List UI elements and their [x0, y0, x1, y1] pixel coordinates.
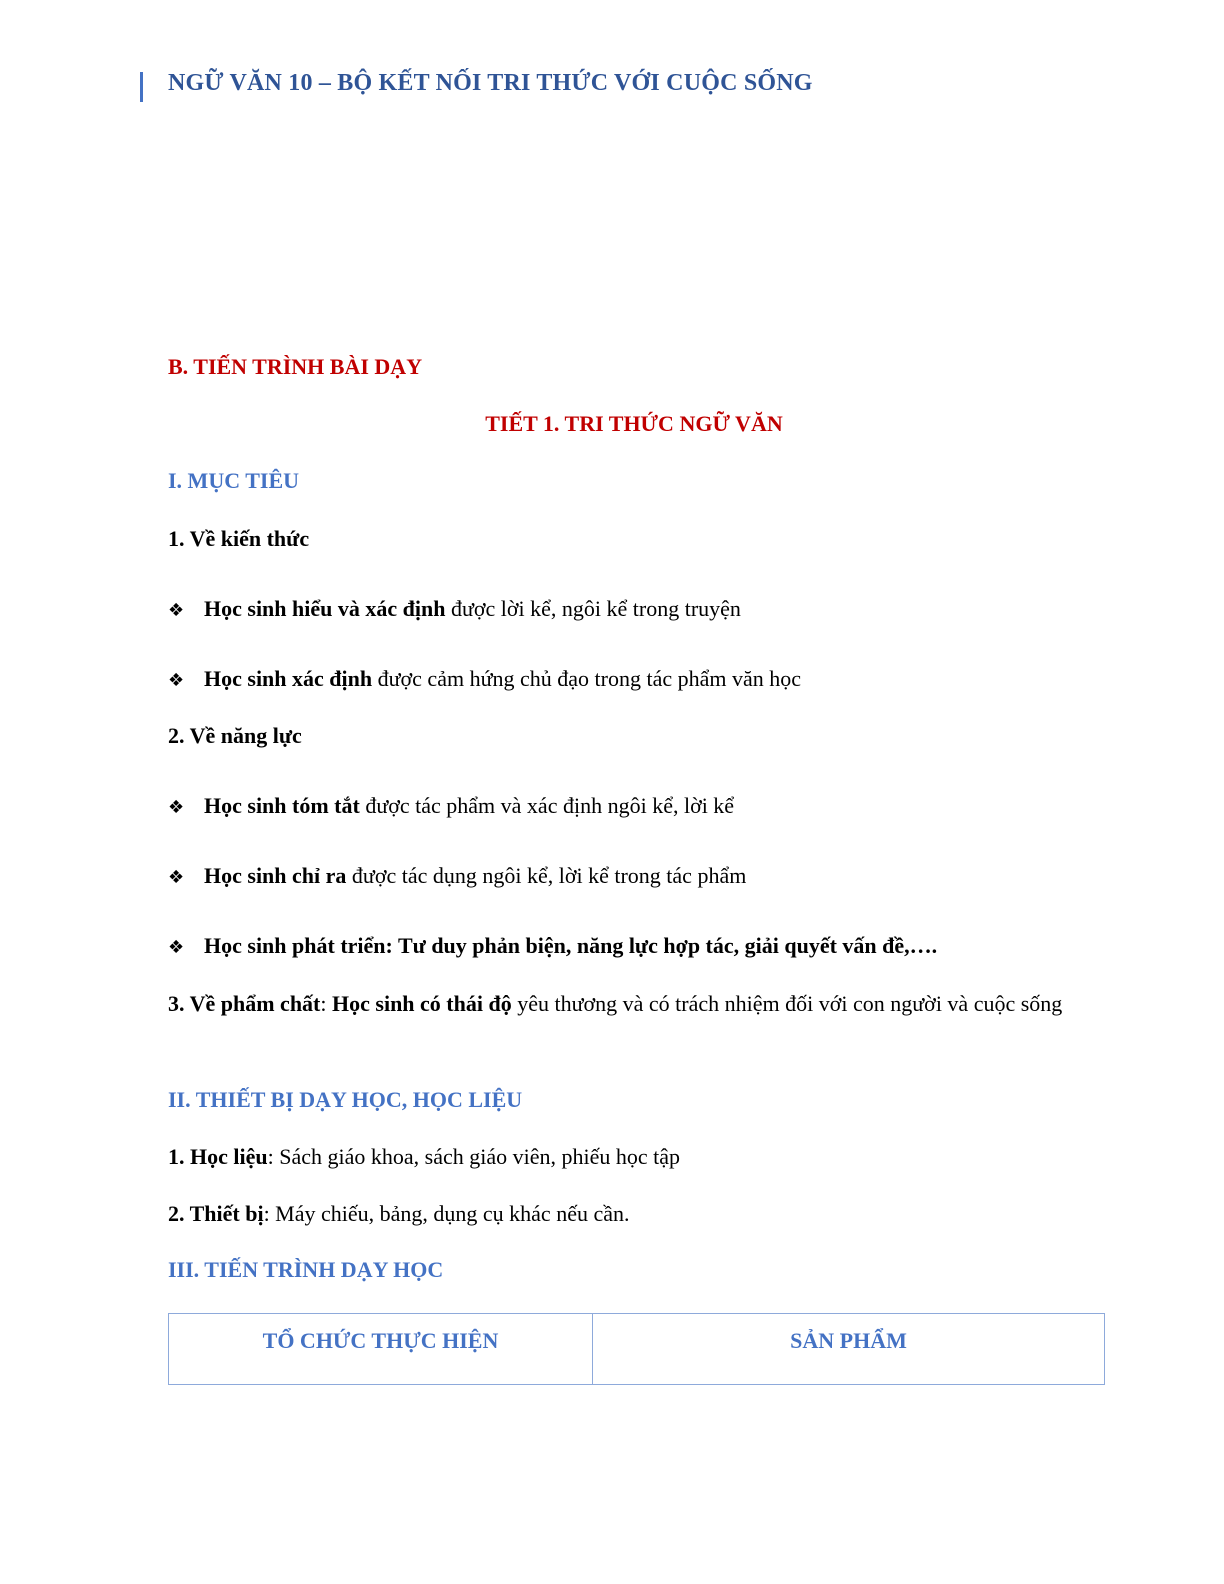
competence-item-3-bold: Học sinh phát triển: Tư duy phản biện, năng lực hợp tác, giải quyết vấn đề,…. — [204, 933, 938, 958]
objectives-heading: I. MỤC TIÊU — [168, 468, 300, 493]
header-accent-bar — [140, 72, 143, 102]
diamond-bullet-icon: ❖ — [168, 797, 185, 818]
devices-line — [168, 1201, 630, 1227]
knowledge-item-2 — [168, 666, 801, 692]
competence-item-2 — [168, 863, 746, 889]
knowledge-item-1 — [168, 596, 741, 622]
lesson-title: TIẾT 1. TRI THỨC NGỮ VĂN — [485, 411, 783, 436]
process-heading: III. TIẾN TRÌNH DẠY HỌC — [168, 1257, 444, 1282]
section-b-title: B. TIẾN TRÌNH BÀI DẠY — [168, 354, 423, 379]
competence-item-3 — [168, 933, 937, 959]
materials-text: : Sách giáo khoa, sách giáo viên, phiếu học tập — [267, 1144, 680, 1169]
quality-paragraph — [168, 983, 1108, 1024]
table-header-product: SẢN PHẨM — [593, 1314, 1105, 1385]
materials-label: 1. Học liệu — [168, 1144, 268, 1169]
quality-label: 3. Về phẩm chất — [168, 991, 321, 1016]
process-table — [168, 1313, 1105, 1385]
table-header-row — [169, 1314, 1105, 1385]
knowledge-heading: 1. Về kiến thức — [168, 526, 310, 551]
knowledge-item-1-bold: Học sinh hiểu và xác định — [204, 596, 446, 621]
devices-text: : Máy chiếu, bảng, dụng cụ khác nếu cần. — [263, 1201, 630, 1226]
quality-colon: : — [320, 991, 333, 1016]
knowledge-item-2-text: được cảm hứng chủ đạo trong tác phẩm văn học — [372, 666, 802, 691]
competence-item-2-text: được tác dụng ngôi kể, lời kể trong tác phẩm — [346, 863, 747, 888]
materials-line — [168, 1144, 680, 1170]
table-header-organize: TỔ CHỨC THỰC HIỆN — [169, 1314, 593, 1385]
competence-item-1-bold: Học sinh tóm tắt — [204, 793, 360, 818]
diamond-bullet-icon: ❖ — [168, 600, 185, 621]
quality-bold: Học sinh có thái độ — [332, 991, 512, 1016]
competence-item-1-text: được tác phẩm và xác định ngôi kể, lời kể — [359, 793, 735, 818]
knowledge-item-2-bold: Học sinh xác định — [204, 666, 373, 691]
diamond-bullet-icon: ❖ — [168, 937, 185, 958]
page-header-title: NGỮ VĂN 10 – BỘ KẾT NỐI TRI THỨC VỚI CUỘC SỐNG — [168, 70, 813, 96]
competence-heading: 2. Về năng lực — [168, 723, 302, 748]
devices-label: 2. Thiết bị — [168, 1201, 264, 1226]
competence-item-1 — [168, 793, 734, 819]
diamond-bullet-icon: ❖ — [168, 867, 185, 888]
equipment-heading: II. THIẾT BỊ DẠY HỌC, HỌC LIỆU — [168, 1087, 523, 1112]
quality-text: yêu thương và có trách nhiệm đối với con người và cuộc sống — [511, 991, 1063, 1016]
diamond-bullet-icon: ❖ — [168, 670, 185, 691]
knowledge-item-1-text: được lời kể, ngôi kể trong truyện — [445, 596, 741, 621]
competence-item-2-bold: Học sinh chỉ ra — [204, 863, 347, 888]
